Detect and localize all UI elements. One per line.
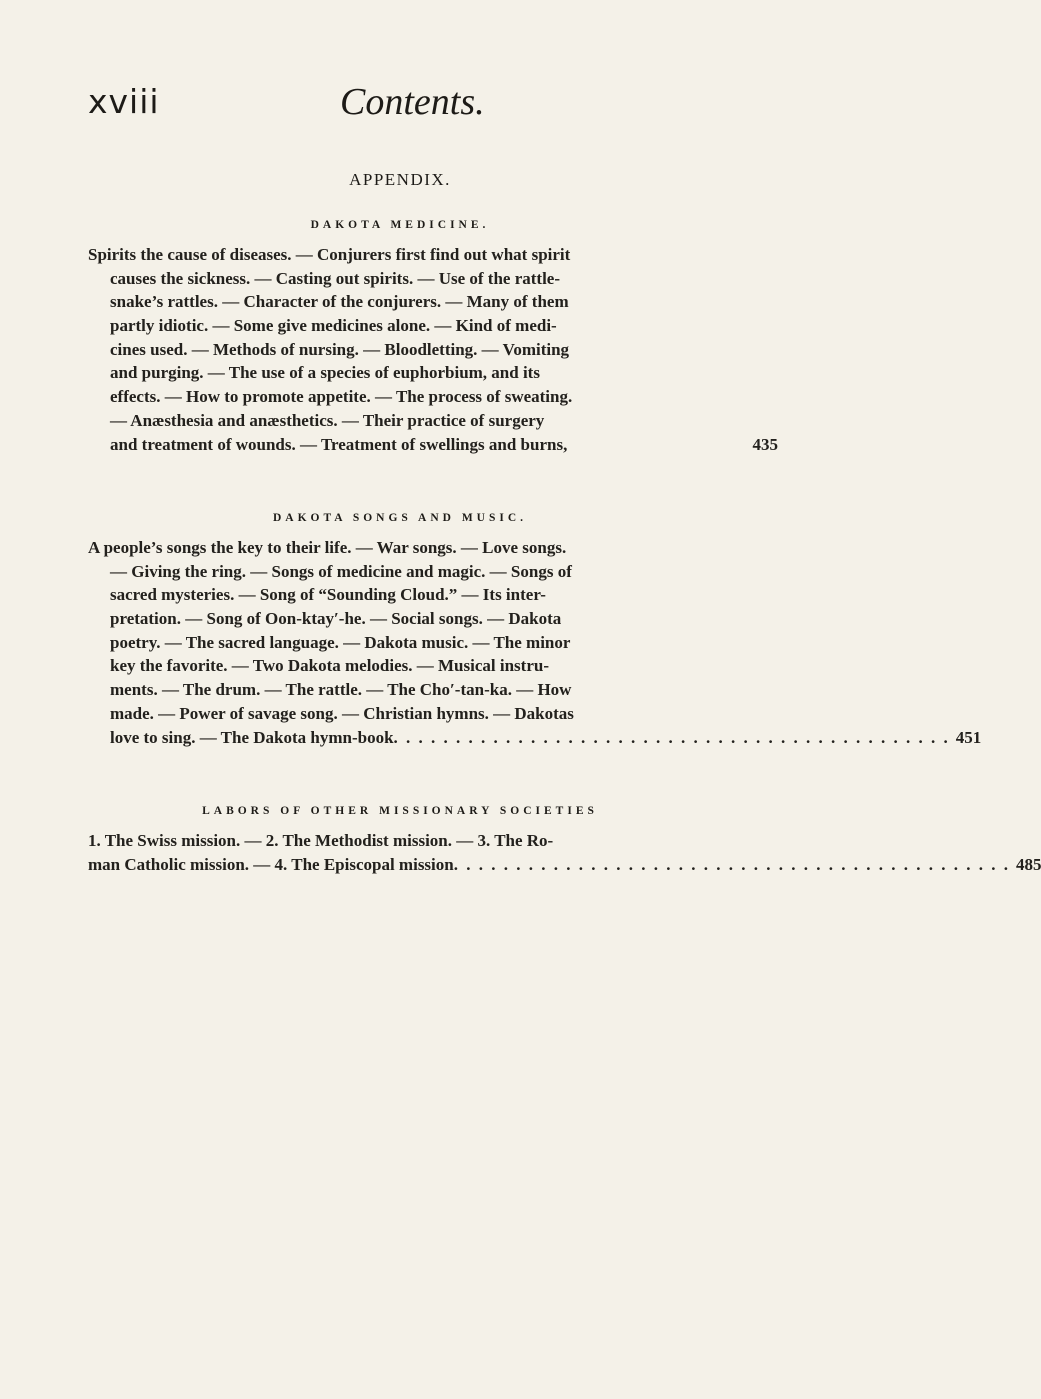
page-header xyxy=(88,70,788,130)
toc-line: effects. — How to promote appetite. — The process of sweating. xyxy=(110,387,573,407)
toc-line: A people’s songs the key to their life. — War songs. — Love songs. xyxy=(88,538,567,557)
toc-line-last xyxy=(88,726,982,750)
dot-leader: . . . . . . . . . . . . . . . . . . . . . . . . . . . . . . . . . . . . . . . . . . . . . xyxy=(393,727,950,747)
toc-line: ments. — The drum. — The rattle. — The Cho′-tan-ka. — How xyxy=(110,680,572,700)
section-body-songs xyxy=(88,536,982,749)
page-title: Contents. xyxy=(340,81,485,123)
toc-line: — Anæsthesia and anæsthetics. — Their practice of surgery xyxy=(110,410,545,430)
page-number: xviii xyxy=(88,82,160,121)
toc-line-last xyxy=(88,853,1041,877)
toc-line: partly idiotic. — Some give medicines alone. — Kind of medi- xyxy=(110,316,557,336)
section-heading-labors: LABORS OF OTHER MISSIONARY SOCIETIES xyxy=(202,805,598,817)
toc-line: and purging. — The use of a species of euphorbium, and its xyxy=(110,363,540,383)
dot-leader: . . . . . . . . . . . . . . . . . . . . . . . . . . . . . . . . . . . . . . . . . . . . . xyxy=(453,854,1010,874)
page-ref: 451 xyxy=(955,727,982,747)
toc-line: causes the sickness. — Casting out spirits. — Use of the rattle- xyxy=(110,268,561,288)
toc-line: poetry. — The sacred language. — Dakota music. — The minor xyxy=(110,632,571,652)
toc-line: cines used. — Methods of nursing. — Bloodletting. — Vomiting xyxy=(110,339,570,359)
section-heading-songs: DAKOTA SONGS AND MUSIC. xyxy=(272,512,528,524)
appendix-title: APPENDIX. xyxy=(349,170,451,189)
toc-line: pretation. — Song of Oon-ktay′-he. — Social songs. — Dakota xyxy=(110,609,562,629)
section-heading-medicine: DAKOTA MEDICINE. xyxy=(310,219,490,231)
toc-line-last xyxy=(88,433,778,457)
toc-line-text: man Catholic mission. — 4. The Episcopal mission xyxy=(88,854,454,874)
toc-line: made. — Power of savage song. — Christian hymns. — Dakotas xyxy=(110,703,574,723)
page-ref: 485 xyxy=(1015,854,1041,874)
toc-line-text: love to sing. — The Dakota hymn-book xyxy=(110,727,394,747)
toc-line: Spirits the cause of diseases. — Conjurers first find out what spirit xyxy=(88,245,571,264)
page-ref: 435 xyxy=(752,434,778,454)
toc-line: 1. The Swiss mission. — 2. The Methodist mission. — 3. The Ro- xyxy=(88,831,554,850)
toc-line: snake’s rattles. — Character of the conjurers. — Many of them xyxy=(110,292,569,312)
toc-line: sacred mysteries. — Song of “Sounding Cloud.” — Its inter- xyxy=(110,585,546,605)
section-body-labors xyxy=(88,829,1041,876)
toc-line: key the favorite. — Two Dakota melodies. — Musical instru- xyxy=(110,656,549,676)
toc-line-text: and treatment of wounds. — Treatment of swellings and burns, xyxy=(110,434,568,454)
toc-line: — Giving the ring. — Songs of medicine and magic. — Songs of xyxy=(110,561,572,581)
section-body-medicine xyxy=(88,243,778,456)
